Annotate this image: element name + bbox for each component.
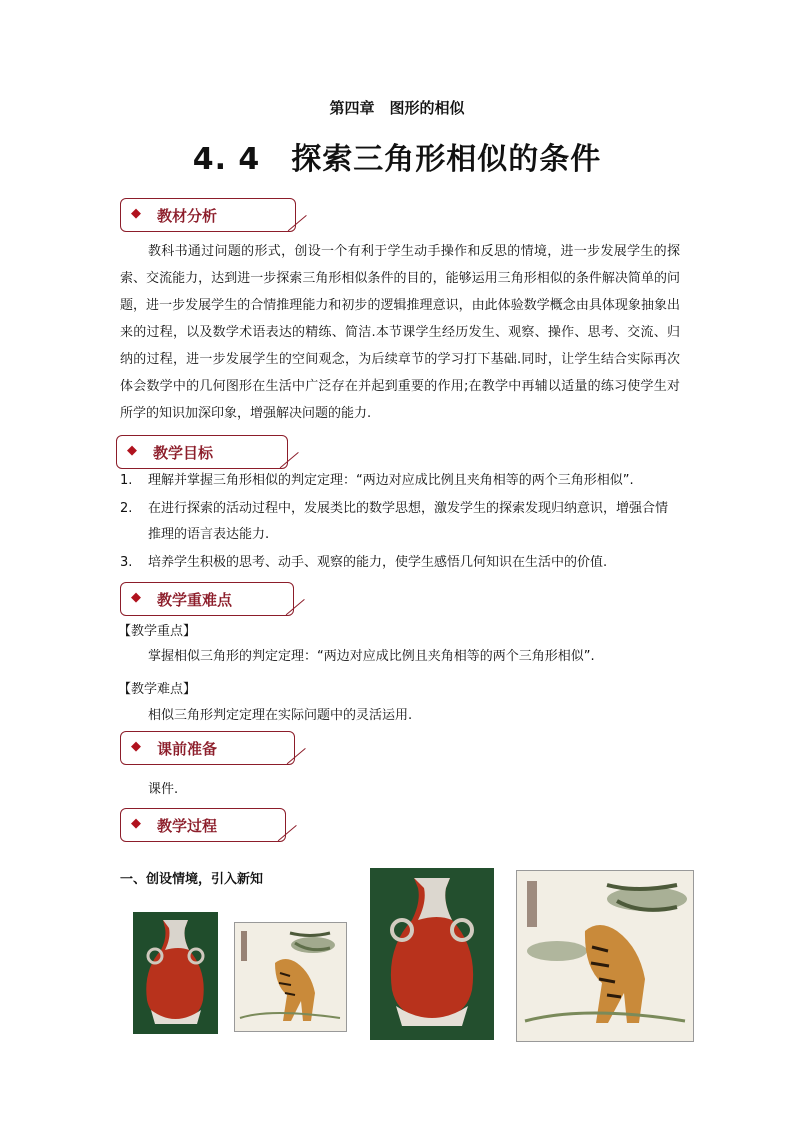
goal-item [120,468,680,494]
section-label: 教学重难点 [157,591,233,609]
tag-tail [278,825,298,842]
section-tag-goals [116,435,288,469]
tiger-image-large [516,870,694,1042]
diamond-icon: ◆ [127,443,137,458]
prep-text: 课件. [148,782,179,797]
goal-text: 理解并掌握三角形相似的判定定理：“两边对应成比例且夹角相等的两个三角形相似”. [148,473,634,488]
process-step-heading: 一、创设情境，引入新知 [120,872,264,887]
diamond-icon: ◆ [131,739,141,754]
tag-tail [287,748,307,765]
section-label: 教学目标 [153,444,214,462]
key-text: 掌握相似三角形的判定定理：“两边对应成比例且夹角相等的两个三角形相似”. [148,649,595,664]
section-label: 课前准备 [157,740,218,758]
tag-tail [286,599,306,616]
section-tag-keypoints [120,582,294,616]
chapter-heading: 第四章 图形的相似 [329,99,465,117]
hard-label: 【教学难点】 [118,682,197,697]
goal-text: 培养学生积极的思考、动手、观察的能力，使学生感悟几何知识在生活中的价值. [148,555,608,570]
vase-image-small [133,912,218,1034]
goal-item [120,496,680,548]
tag-tail [280,452,300,469]
section-label: 教学过程 [157,817,218,835]
diamond-icon: ◆ [131,206,141,221]
diamond-icon: ◆ [131,816,141,831]
section-label: 教材分析 [157,207,218,225]
tag-tail [288,215,308,232]
goal-item [120,550,680,576]
analysis-paragraph: 教科书通过问题的形式，创设一个有利于学生动手操作和反思的情境，进一步发展学生的探索、交流能力，达到进一步探索三角形相似条件的目的，能够运用三角形相似的条件解决简单的问题，进一步发展学生的合情推理能力和初步的逻辑推理意识，由此体验数学概念由具体现象抽象出来的过程，以及数学术语表达的精练、简洁.本节课学生经历发生、观察、操作、思考、交流、归纳的过程，进一步发展学生的空间观念，为后续章节的学习打下基础.同时，让学生结合实际再次体会数学中的几何图形在生活中广泛存在并起到重要的作用;在教学中再辅以适量的练习使学生对所学的知识加深印象，增强解决问题的能力. [120,244,680,421]
section-tag-analysis [120,198,296,232]
page-title: 4. 4 探索三角形相似的条件 [192,142,602,177]
goal-number: 1. [120,473,133,488]
section-tag-prep [120,731,295,765]
vase-image-large [370,868,494,1040]
key-label: 【教学重点】 [118,624,197,639]
tiger-image-small [234,922,347,1032]
goal-number: 3. [120,555,133,570]
goal-text: 在进行探索的活动过程中，发展类比的数学思想，激发学生的探索发现归纳意识，增强合情推理的语言表达能力. [148,501,669,542]
diamond-icon: ◆ [131,590,141,605]
hard-text: 相似三角形判定定理在实际问题中的灵活运用. [148,708,413,723]
goal-number: 2. [120,501,133,516]
section-tag-process [120,808,286,842]
